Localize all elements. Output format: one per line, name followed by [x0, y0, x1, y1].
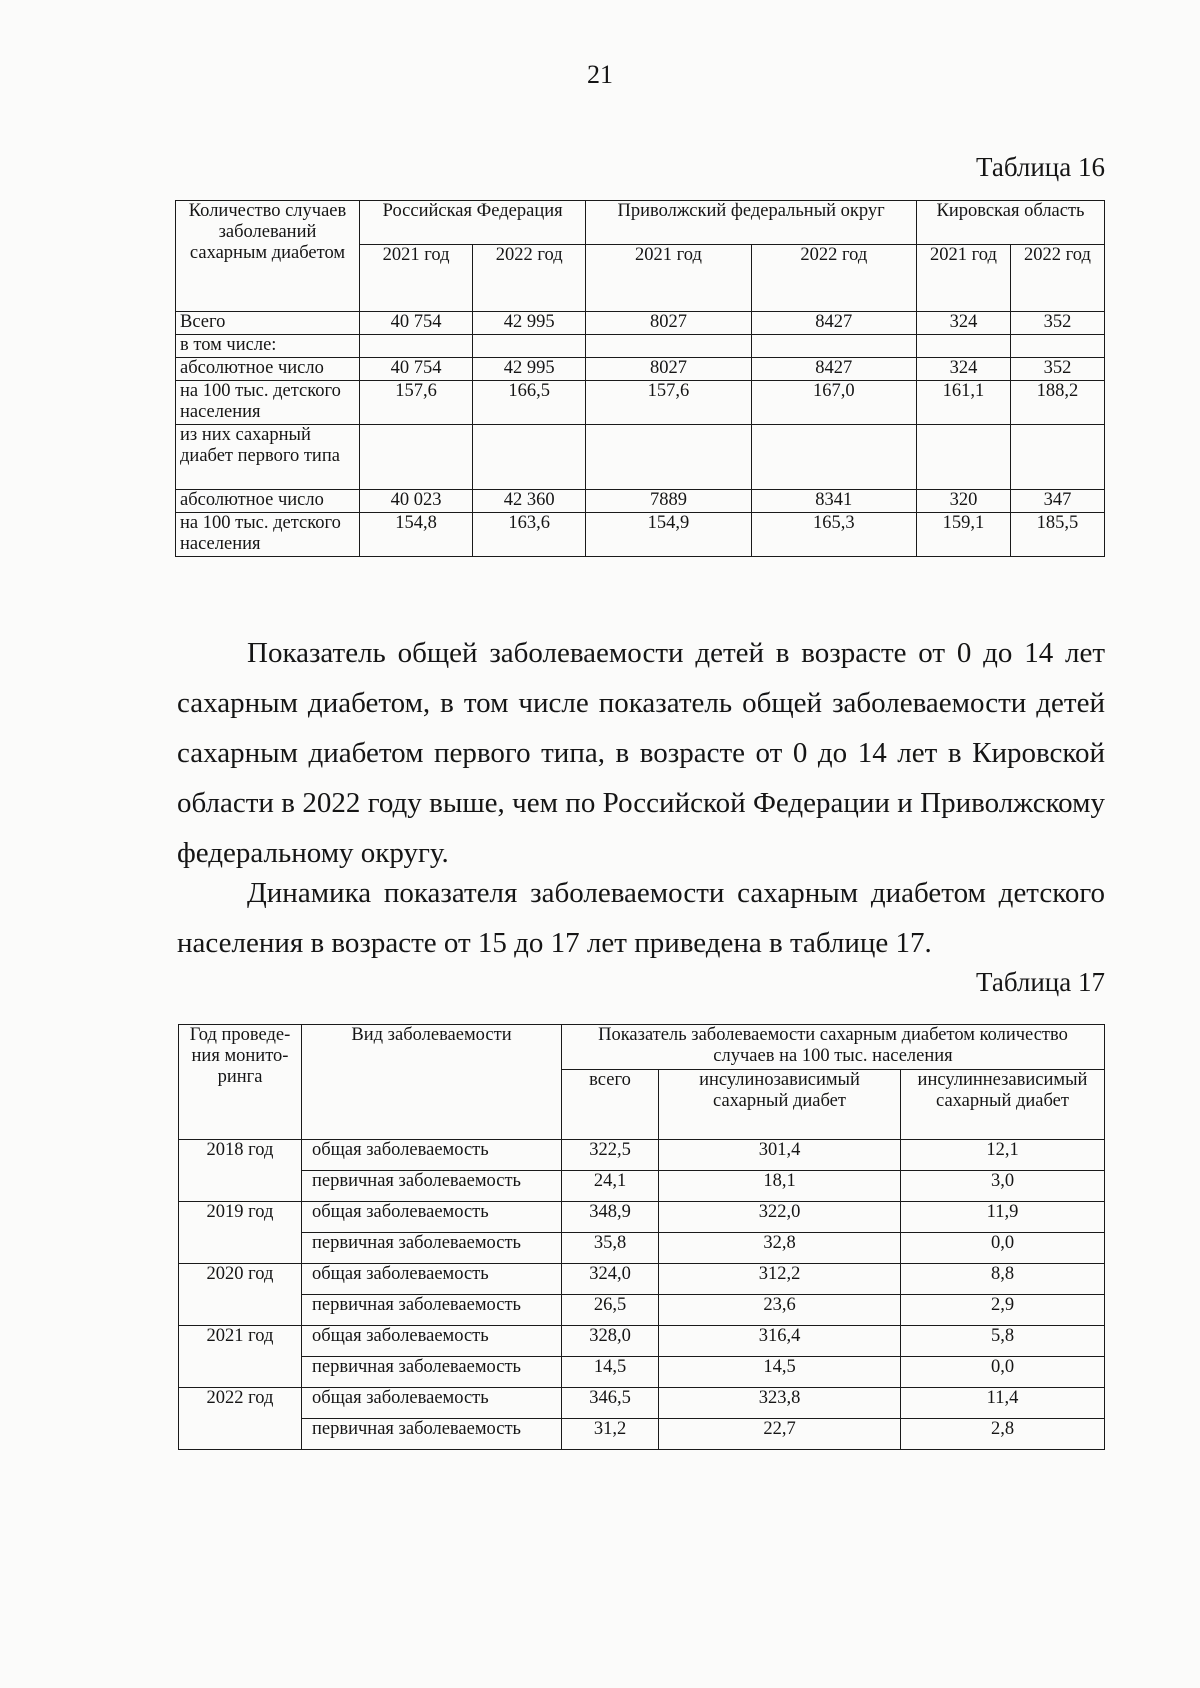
table-17-kind-cell: общая заболеваемость	[302, 1388, 562, 1419]
table-16-row	[176, 335, 1105, 358]
table-17-year-cell: 2022 год	[179, 1388, 302, 1450]
table-17-cell: 0,0	[901, 1233, 1105, 1264]
table-16-cell: 161,1	[916, 381, 1010, 425]
table-16-row-label: на 100 тыс. детского населения	[176, 381, 360, 425]
table-17-row	[179, 1357, 1105, 1388]
table-16-row-label: Всего	[176, 312, 360, 335]
table-17-cell: 2,8	[901, 1419, 1105, 1450]
table-17-cell: 26,5	[562, 1295, 659, 1326]
table-17-kind-cell: первичная заболеваемость	[302, 1419, 562, 1450]
table-16-cell: 8427	[751, 312, 916, 335]
table-16-row	[176, 513, 1105, 557]
table-17-row	[179, 1171, 1105, 1202]
table-17-year-cell: 2021 год	[179, 1326, 302, 1388]
table-16-row-label: абсолютное число	[176, 490, 360, 513]
table-16-row-label: из них сахарный диабет первого типа	[176, 425, 360, 490]
table-17-kind-cell: общая заболеваемость	[302, 1264, 562, 1295]
table-16-cell	[586, 335, 751, 358]
table-17-row	[179, 1326, 1105, 1357]
table-17-cell: 18,1	[659, 1171, 901, 1202]
table-17-cell: 312,2	[659, 1264, 901, 1295]
table-17-kind-cell: общая заболеваемость	[302, 1326, 562, 1357]
paragraph-2-text: Динамика показателя заболеваемости сахарным диабетом детского населения в возрасте от 15 до 17 лет приведена в таблице 17.	[177, 877, 1105, 959]
table-16-cell	[1010, 335, 1104, 358]
table-17-row	[179, 1264, 1105, 1295]
table-16-body	[176, 201, 1105, 557]
table-16-cell: 347	[1010, 490, 1104, 513]
table-16-group-header: Российская Федерация	[360, 201, 586, 245]
table-16-cell	[473, 335, 586, 358]
table-17-cell: 32,8	[659, 1233, 901, 1264]
table-17-cell: 346,5	[562, 1388, 659, 1419]
table-17-cell: 328,0	[562, 1326, 659, 1357]
table-16-cell: 324	[916, 358, 1010, 381]
table-17-row	[179, 1419, 1105, 1450]
table-16-cell: 42 995	[473, 312, 586, 335]
table-16-cell: 185,5	[1010, 513, 1104, 557]
paragraph-1	[177, 628, 1105, 878]
table-16-cell: 352	[1010, 358, 1104, 381]
table-16-cell	[751, 425, 916, 490]
table-16-cell: 157,6	[360, 381, 473, 425]
table-16-cell	[751, 335, 916, 358]
table-16-cell: 166,5	[473, 381, 586, 425]
table-17-row	[179, 1140, 1105, 1171]
table-16-cell: 352	[1010, 312, 1104, 335]
table-16-cell: 163,6	[473, 513, 586, 557]
table-17-cell: 322,5	[562, 1140, 659, 1171]
table-17-cell: 301,4	[659, 1140, 901, 1171]
table-16-year-header: 2021 год	[360, 245, 473, 312]
table-16-header-row	[176, 201, 1105, 245]
table-16-cell	[360, 425, 473, 490]
table-17-row	[179, 1388, 1105, 1419]
table-17-cell: 12,1	[901, 1140, 1105, 1171]
table-16-cell: 154,9	[586, 513, 751, 557]
table-16-row	[176, 358, 1105, 381]
table-16-cell: 188,2	[1010, 381, 1104, 425]
table-16-year-header: 2021 год	[916, 245, 1010, 312]
table-16-year-header: 2022 год	[473, 245, 586, 312]
page-number: 21	[587, 60, 613, 89]
table-17-subheader: всего	[562, 1070, 659, 1140]
table-17-kind-cell: первичная заболеваемость	[302, 1171, 562, 1202]
table-17-kind-cell: первичная заболеваемость	[302, 1233, 562, 1264]
table-16-cell: 42 995	[473, 358, 586, 381]
table-17-cell: 3,0	[901, 1171, 1105, 1202]
table-16-cell: 40 754	[360, 358, 473, 381]
table-16-cell: 8427	[751, 358, 916, 381]
paragraph-2	[177, 868, 1105, 968]
table-16-cell: 167,0	[751, 381, 916, 425]
table-16-cell: 42 360	[473, 490, 586, 513]
table-17-cell: 24,1	[562, 1171, 659, 1202]
table-16-group-header: Приволжский федеральный округ	[586, 201, 917, 245]
table-17-cell: 31,2	[562, 1419, 659, 1450]
table-16-cell: 324	[916, 312, 1010, 335]
table-16-cell: 165,3	[751, 513, 916, 557]
table-16-cell: 154,8	[360, 513, 473, 557]
table-17-year-header: Год проведе-ния монито-ринга	[179, 1025, 302, 1140]
table-16-cell	[1010, 425, 1104, 490]
table-17-group-header: Показатель заболеваемости сахарным диабетом количество случаев на 100 тыс. населения	[562, 1025, 1105, 1070]
table-17-subheader: инсулиннезависимый сахарный диабет	[901, 1070, 1105, 1140]
table-17-header-row	[179, 1025, 1105, 1070]
table-17-row	[179, 1295, 1105, 1326]
table-17-cell: 0,0	[901, 1357, 1105, 1388]
table-16-cell	[586, 425, 751, 490]
table-17-caption: Таблица 17	[976, 967, 1105, 997]
table-17-subheader: инсулинозависимый сахарный диабет	[659, 1070, 901, 1140]
table-17-cell: 324,0	[562, 1264, 659, 1295]
table-17-kind-header: Вид заболеваемости	[302, 1025, 562, 1140]
table-16-row	[176, 490, 1105, 513]
table-17-year-cell: 2019 год	[179, 1202, 302, 1264]
table-16-row	[176, 425, 1105, 490]
table-17-kind-cell: первичная заболеваемость	[302, 1357, 562, 1388]
table-17-kind-cell: первичная заболеваемость	[302, 1295, 562, 1326]
table-16-cell: 8341	[751, 490, 916, 513]
table-17-cell: 11,9	[901, 1202, 1105, 1233]
table-17-cell: 8,8	[901, 1264, 1105, 1295]
table-16-caption: Таблица 16	[976, 152, 1105, 182]
table-17-cell: 2,9	[901, 1295, 1105, 1326]
table-16-cell	[473, 425, 586, 490]
paragraph-1-text: Показатель общей заболеваемости детей в возрасте от 0 до 14 лет сахарным диабетом, в том числе показатель общей заболеваемости детей сахарным диабетом первого типа, в возрасте от 0 до 14 лет в Кировской области в 2022 году выше, чем по Российской Федерации и Приволжскому федеральному округу.	[177, 637, 1105, 869]
table-17-cell: 11,4	[901, 1388, 1105, 1419]
table-16-year-header: 2021 год	[586, 245, 751, 312]
table-17-year-cell: 2018 год	[179, 1140, 302, 1202]
table-17-cell: 348,9	[562, 1202, 659, 1233]
table-16-cell: 159,1	[916, 513, 1010, 557]
table-16	[175, 200, 1105, 557]
table-17-body	[179, 1025, 1105, 1450]
table-16-cell: 7889	[586, 490, 751, 513]
table-17-cell: 323,8	[659, 1388, 901, 1419]
table-16-year-header: 2022 год	[751, 245, 916, 312]
table-16-row	[176, 312, 1105, 335]
table-16-corner-header: Количество случаев заболеваний сахарным диабетом	[176, 201, 360, 312]
table-17-cell: 14,5	[659, 1357, 901, 1388]
table-16-cell	[916, 335, 1010, 358]
table-17-cell: 23,6	[659, 1295, 901, 1326]
table-17-kind-cell: общая заболеваемость	[302, 1140, 562, 1171]
table-17-cell: 5,8	[901, 1326, 1105, 1357]
table-17-cell: 316,4	[659, 1326, 901, 1357]
table-16-cell: 8027	[586, 358, 751, 381]
table-17-cell: 22,7	[659, 1419, 901, 1450]
table-17-kind-cell: общая заболеваемость	[302, 1202, 562, 1233]
table-16-cell: 8027	[586, 312, 751, 335]
table-17-cell: 322,0	[659, 1202, 901, 1233]
table-17-row	[179, 1202, 1105, 1233]
table-16-year-header: 2022 год	[1010, 245, 1104, 312]
table-16-row-label: абсолютное число	[176, 358, 360, 381]
table-16-cell	[360, 335, 473, 358]
table-17-year-cell: 2020 год	[179, 1264, 302, 1326]
table-16-row-label: в том числе:	[176, 335, 360, 358]
table-17-row	[179, 1233, 1105, 1264]
table-17-cell: 35,8	[562, 1233, 659, 1264]
table-16-cell: 157,6	[586, 381, 751, 425]
table-16-cell: 40 754	[360, 312, 473, 335]
table-16-cell: 40 023	[360, 490, 473, 513]
table-16-group-header: Кировская область	[916, 201, 1104, 245]
table-16-cell: 320	[916, 490, 1010, 513]
table-16-cell	[916, 425, 1010, 490]
table-17	[178, 1024, 1105, 1450]
table-16-row-label: на 100 тыс. детского населения	[176, 513, 360, 557]
table-17-cell: 14,5	[562, 1357, 659, 1388]
table-16-row	[176, 381, 1105, 425]
